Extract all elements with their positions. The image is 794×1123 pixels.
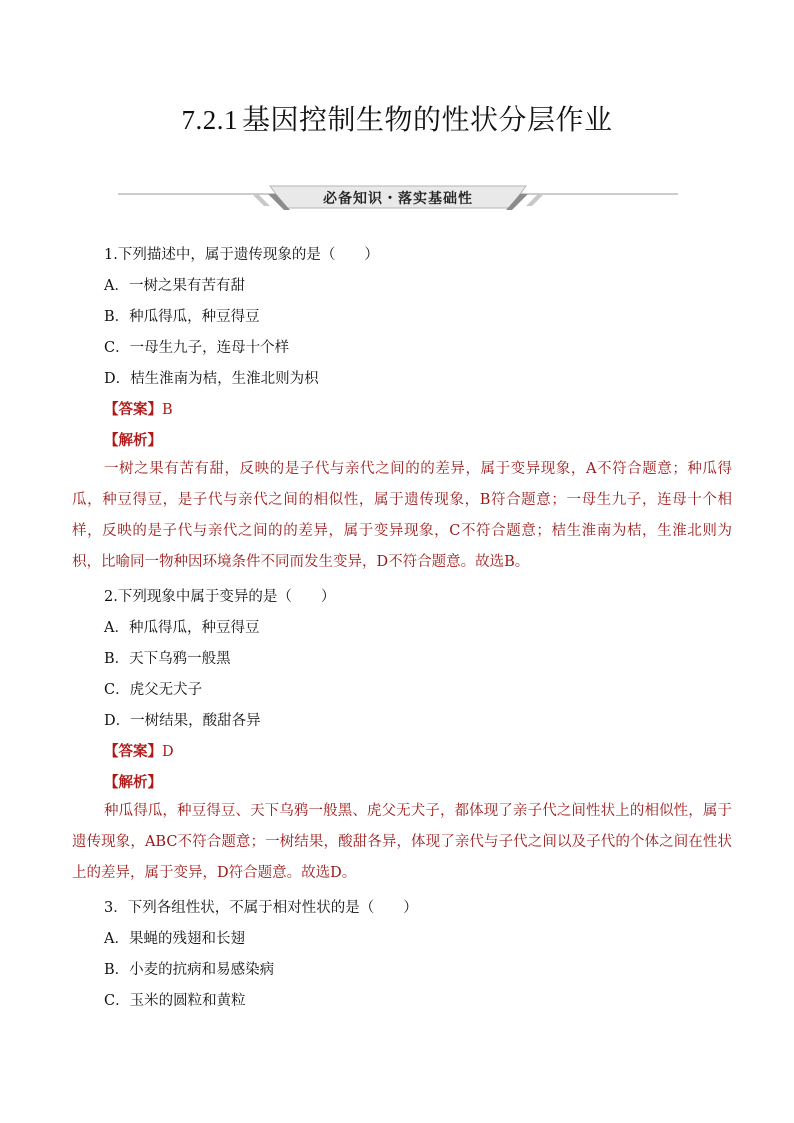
question-3-stem: 3．下列各组性状，不属于相对性状的是（ ） — [104, 900, 418, 916]
question-3-option-a: A．果蝇的残翅和长翅 — [104, 931, 245, 947]
title-text: 基因控制生物的性状分层作业 — [241, 103, 613, 136]
answer-label: 【答案】 — [104, 401, 162, 418]
answer-value: B — [162, 402, 173, 418]
question-2-option-b: B．天下乌鸦一般黑 — [104, 651, 231, 667]
question-2-analysis: 种瓜得瓜，种豆得豆、天下乌鸦一般黑、虎父无犬子，都体现了亲子代之间性状上的相似性，属于遗传现象，ABC不符合题意；一树结果，酸甜各异，体现了亲代与子代之间以及子代的个体之间在性状上的差异，属于变异，D符合题意。故选D。 — [72, 803, 732, 881]
answer-value: D — [162, 744, 174, 760]
title-number: 7.2.1 — [181, 105, 238, 135]
question-3-option-b: B．小麦的抗病和易感染病 — [104, 962, 275, 978]
page-title — [0, 98, 794, 138]
question-2-option-c: C．虎父无犬子 — [104, 682, 203, 698]
banner-label: 必备知识・落实基础性 — [323, 191, 473, 207]
question-2-option-d: D．一树结果，酸甜各异 — [104, 713, 261, 729]
question-1-analysis: 一树之果有苦有甜，反映的是子代与亲代之间的的差异，属于变异现象，A不符合题意；种瓜得瓜，种豆得豆，是子代与亲代之间的相似性，属于遗传现象，B符合题意；一母生九子，连母十个相样，反映的是子代与亲代之间的的差异，属于变异现象，C不符合题意；桔生淮南为桔，生淮北则为枳，比喻同一物种因环境条件不同而发生变异，D不符合题意。故选B。 — [72, 461, 732, 570]
question-1-option-a: A．一树之果有苦有甜 — [104, 278, 245, 294]
question-1-option-b: B．种瓜得瓜，种豆得豆 — [104, 309, 260, 325]
question-1-stem: 1.下列描述中，属于遗传现象的是（ ） — [104, 247, 379, 263]
question-2-stem: 2.下列现象中属于变异的是（ ） — [104, 589, 336, 605]
question-1-option-d: D．桔生淮南为桔，生淮北则为枳 — [104, 371, 319, 387]
answer-label: 【答案】 — [104, 743, 162, 760]
question-2-analysis-label: 【解析】 — [104, 774, 162, 791]
question-2-answer — [104, 740, 174, 761]
question-1-analysis-label: 【解析】 — [104, 432, 162, 449]
question-1-option-c: C．一母生九子，连母十个样 — [104, 340, 290, 356]
question-1-answer — [104, 398, 173, 419]
section-banner — [118, 182, 678, 214]
question-2-option-a: A．种瓜得瓜，种豆得豆 — [104, 620, 260, 636]
question-3-option-c: C．玉米的圆粒和黄粒 — [104, 993, 246, 1009]
